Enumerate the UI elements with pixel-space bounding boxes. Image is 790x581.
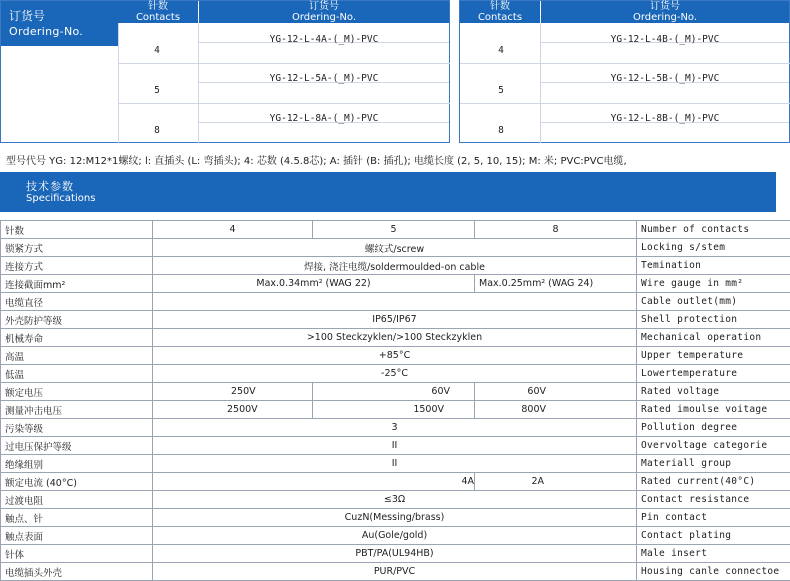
spec-table — [0, 220, 790, 581]
row-label-en: Temination — [637, 257, 790, 275]
banner-title-cn: 技术参数 — [26, 178, 74, 194]
row-label: 过电压保护等级 — [1, 437, 153, 455]
order-code-cell: YG-12-L-4A-(_M)-PVC — [199, 34, 449, 45]
value-cell: +85°C — [153, 347, 637, 365]
table-row — [1, 293, 790, 311]
order-header-cn: 订货号 — [541, 1, 789, 12]
row-label-en: Cable outlet(mm) — [637, 293, 790, 311]
row-label: 连接方式 — [1, 257, 153, 275]
value-cell: 5 — [313, 221, 475, 239]
order-header — [541, 1, 789, 23]
banner-title-en: Specifications — [26, 193, 95, 204]
order-header-cn: 订货号 — [199, 1, 449, 12]
row-label-en: Materiall group — [637, 455, 790, 473]
contacts-cell: 8 — [495, 125, 507, 136]
row-label-en: Upper temperature — [637, 347, 790, 365]
row-label: 低温 — [1, 365, 153, 383]
ordering-table-left — [0, 0, 450, 143]
contacts-cell: 5 — [495, 85, 507, 96]
row-label-en: Shell protection — [637, 311, 790, 329]
order-code-cell: YG-12-L-8A-(_M)-PVC — [199, 113, 449, 124]
value-cell: 螺纹式/screw — [153, 239, 637, 257]
row-label-en: Contact resistance — [637, 491, 790, 509]
order-code-cell: YG-12-L-4B-(_M)-PVC — [541, 34, 789, 45]
row-label-en: Locking s/stem — [637, 239, 790, 257]
row-label: 过渡电阻 — [1, 491, 153, 509]
table-row — [1, 509, 790, 527]
value-cell: 4A — [153, 473, 475, 491]
row-label: 触点表面 — [1, 527, 153, 545]
row-label-en: Mechanical operation — [637, 329, 790, 347]
row-label-en: Male insert — [637, 545, 790, 563]
row-label: 绝缘组别 — [1, 455, 153, 473]
contacts-header-cn: 针数 — [118, 1, 198, 12]
row-label: 电缆直径 — [1, 293, 153, 311]
ordering-title — [1, 1, 118, 46]
contacts-header-en: Contacts — [118, 12, 198, 23]
value-cell: 2A — [475, 473, 637, 491]
row-label-en: Rated voltage — [637, 383, 790, 401]
value-cell: -25°C — [153, 365, 637, 383]
value-cell: 60V — [313, 383, 475, 401]
order-code-cell: YG-12-L-5A-(_M)-PVC — [199, 73, 449, 84]
row-label: 针体 — [1, 545, 153, 563]
value-cell: 60V — [475, 383, 637, 401]
table-row — [1, 257, 790, 275]
value-cell: Max.0.34mm² (WAG 22) — [153, 275, 475, 293]
value-cell: 1500V — [313, 401, 475, 419]
row-label-en: Rated current(40°C) — [637, 473, 790, 491]
value-cell: 4 — [153, 221, 313, 239]
table-row — [1, 437, 790, 455]
order-header-en: Ordering-No. — [541, 12, 789, 23]
contacts-cell: 4 — [151, 45, 163, 56]
value-cell: 800V — [475, 401, 637, 419]
value-cell: 3 — [153, 419, 637, 437]
value-cell: 2500V — [153, 401, 313, 419]
row-label: 额定电流 (40°C) — [1, 473, 153, 491]
row-label: 高温 — [1, 347, 153, 365]
table-row — [1, 221, 790, 239]
value-cell — [153, 293, 637, 311]
contacts-cell: 4 — [495, 45, 507, 56]
value-cell: 250V — [153, 383, 313, 401]
table-row — [1, 329, 790, 347]
row-label: 针数 — [1, 221, 153, 239]
table-row — [1, 239, 790, 257]
table-row — [1, 491, 790, 509]
contacts-header-en: Contacts — [460, 12, 540, 23]
order-code-cell: YG-12-L-8B-(_M)-PVC — [541, 113, 789, 124]
row-label: 污染等级 — [1, 419, 153, 437]
contacts-header — [460, 1, 540, 23]
contacts-cell: 8 — [151, 125, 163, 136]
row-label: 连接截面mm² — [1, 275, 153, 293]
tech-params-banner — [0, 172, 776, 212]
table-row — [1, 419, 790, 437]
row-label-en: Number of contacts — [637, 221, 790, 239]
row-label-en: Contact plating — [637, 527, 790, 545]
row-label-en: Wire gauge in mm² — [637, 275, 790, 293]
contacts-cell: 5 — [151, 85, 163, 96]
table-row — [1, 311, 790, 329]
row-label: 额定电压 — [1, 383, 153, 401]
value-cell: >100 Steckzyklen/>100 Steckzyklen — [153, 329, 637, 347]
model-code-legend: 型号代号 YG: 12:M12*1螺纹; l: 直插头 (L: 弯插头); 4: 芯数 (4.5.8芯); A: 插针 (B: 插孔); 电缆长度 (2, 5, 10, 15); M: 米; PVC:PVC电缆, — [6, 152, 627, 167]
row-label: 触点、针 — [1, 509, 153, 527]
order-header-en: Ordering-No. — [199, 12, 449, 23]
table-row — [1, 401, 790, 419]
value-cell: CuzN(Messing/brass) — [153, 509, 637, 527]
row-label-en: Pollution degree — [637, 419, 790, 437]
table-row — [1, 563, 790, 581]
contacts-header-cn: 针数 — [460, 1, 540, 12]
ordering-title-en: Ordering-No. — [9, 25, 83, 38]
value-cell: II — [153, 455, 637, 473]
table-row — [1, 527, 790, 545]
value-cell: II — [153, 437, 637, 455]
table-row — [1, 455, 790, 473]
order-header — [199, 1, 449, 23]
value-cell: Max.0.25mm² (WAG 24) — [475, 275, 637, 293]
value-cell: PBT/PA(UL94HB) — [153, 545, 637, 563]
value-cell: 8 — [475, 221, 637, 239]
row-label-en: Overvoltage categorie — [637, 437, 790, 455]
value-cell: Au(Gole/gold) — [153, 527, 637, 545]
table-row — [1, 545, 790, 563]
ordering-title-cn: 订货号 — [9, 7, 45, 24]
table-row — [1, 365, 790, 383]
value-cell: 焊接, 浇注电缆/soldermoulded-on cable — [153, 257, 637, 275]
value-cell: IP65/IP67 — [153, 311, 637, 329]
row-label: 机械寿命 — [1, 329, 153, 347]
row-label-en: Housing canle connectoe — [637, 563, 790, 581]
order-code-cell: YG-12-L-5B-(_M)-PVC — [541, 73, 789, 84]
row-label: 锁紧方式 — [1, 239, 153, 257]
table-row — [1, 473, 790, 491]
ordering-table-right — [459, 0, 790, 143]
table-row — [1, 275, 790, 293]
row-label: 测量冲击电压 — [1, 401, 153, 419]
row-label-en: Lowertemperature — [637, 365, 790, 383]
row-label-en: Rated imoulse voitage — [637, 401, 790, 419]
value-cell: ≤3Ω — [153, 491, 637, 509]
table-row — [1, 347, 790, 365]
row-label: 外壳防护等级 — [1, 311, 153, 329]
contacts-header — [118, 1, 198, 23]
row-label: 电缆插头外壳 — [1, 563, 153, 581]
value-cell: PUR/PVC — [153, 563, 637, 581]
table-row — [1, 383, 790, 401]
row-label-en: Pin contact — [637, 509, 790, 527]
